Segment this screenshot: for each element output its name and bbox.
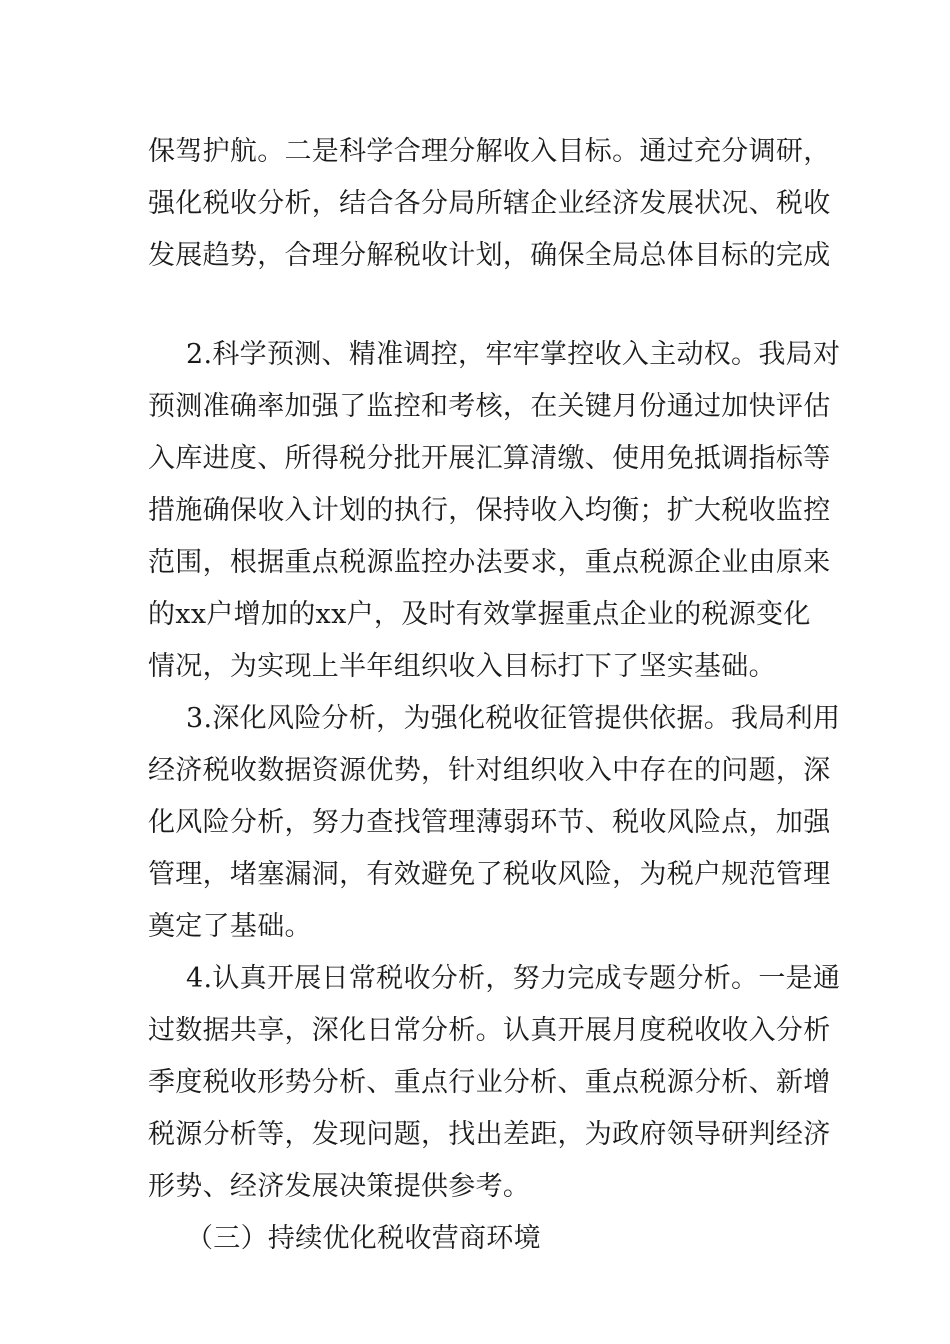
paragraph-line: 范围，根据重点税源监控办法要求，重点税源企业由原来 [148, 547, 831, 578]
paragraph-line: 经济税收数据资源优势，针对组织收入中存在的问题，深 [148, 755, 831, 786]
paragraph-line: 2.科学预测、精准调控，牢牢掌控收入主动权。我局对 [186, 339, 841, 370]
paragraph-line: 管理，堵塞漏洞，有效避免了税收风险，为税户规范管理 [148, 859, 831, 890]
paragraph-line: 入库进度、所得税分批开展汇算清缴、使用免抵调指标等 [148, 443, 831, 474]
paragraph-line: 保驾护航。二是科学合理分解收入目标。通过充分调研， [148, 136, 831, 167]
paragraph-line: 的xx户增加的xx户，及时有效掌握重点企业的税源变化 [148, 599, 811, 630]
paragraph-line: 4.认真开展日常税收分析，努力完成专题分析。一是通 [186, 963, 841, 994]
paragraph-line: 发展趋势，合理分解税收计划，确保全局总体目标的完成 [148, 240, 831, 271]
paragraph-line: 化风险分析，努力查找管理薄弱环节、税收风险点，加强 [148, 807, 831, 838]
paragraph-line: 强化税收分析，结合各分局所辖企业经济发展状况、税收 [148, 188, 831, 219]
paragraph-line: 季度税收形势分析、重点行业分析、重点税源分析、新增 [148, 1067, 831, 1098]
paragraph-line: 形势、经济发展决策提供参考。 [148, 1171, 531, 1202]
section-heading: （三）持续优化税收营商环境 [186, 1223, 541, 1254]
paragraph-line: 3.深化风险分析，为强化税收征管提供依据。我局利用 [186, 703, 841, 734]
paragraph-line: 过数据共享，深化日常分析。认真开展月度税收收入分析 [148, 1015, 831, 1046]
paragraph-line: 奠定了基础。 [148, 911, 312, 942]
paragraph-line: 措施确保收入计划的执行，保持收入均衡；扩大税收监控 [148, 495, 831, 526]
paragraph-line: 情况，为实现上半年组织收入目标打下了坚实基础。 [148, 651, 776, 682]
paragraph-line: 税源分析等，发现问题，找出差距，为政府领导研判经济 [148, 1119, 831, 1150]
paragraph-line: 预测准确率加强了监控和考核，在关键月份通过加快评估 [148, 391, 831, 422]
